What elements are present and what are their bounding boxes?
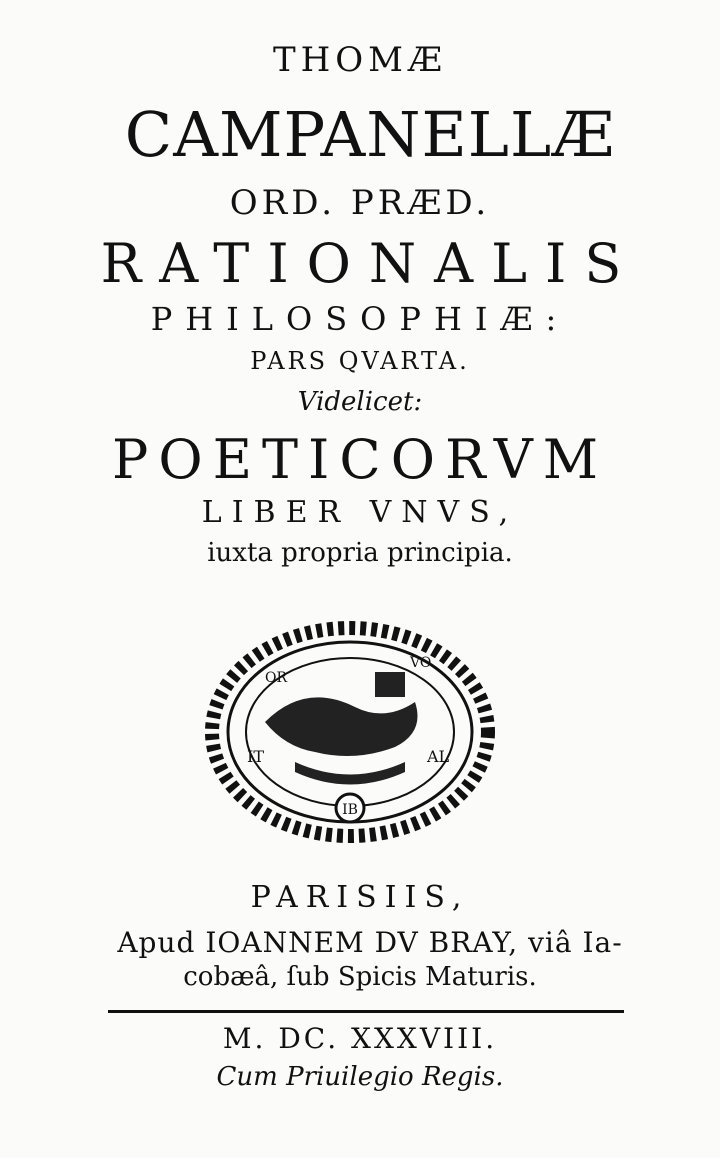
emblem-motto-top-right: VO xyxy=(410,655,432,671)
subtitle-line-2: LIBER VNVS, xyxy=(201,495,519,530)
emblem-motto-right: AL xyxy=(427,747,450,766)
horizontal-rule xyxy=(108,1010,624,1013)
title-line-1: RATIONALIS xyxy=(100,232,640,295)
imprint-place: PARISIIS, xyxy=(250,880,470,915)
printers-device-emblem xyxy=(205,612,495,852)
subtitle-line-3: iuxta propria principia. xyxy=(207,538,513,568)
emblem-motto-top-left: OR xyxy=(265,670,288,686)
part-line: PARS QVARTA. xyxy=(250,347,470,375)
imprint-publisher-line-1: Apud IOANNEM DV BRAY, viâ Ia- xyxy=(117,926,623,959)
videlicet-line: Videlicet: xyxy=(297,387,423,417)
subtitle-line-1: POETICORVM xyxy=(112,428,608,491)
emblem-initials: IB xyxy=(342,802,358,818)
emblem-motto-left: IT xyxy=(247,747,264,766)
title-line-2: PHILOSOPHIÆ: xyxy=(150,300,570,338)
author-last-name: CAMPANELLÆ xyxy=(124,98,616,171)
imprint-publisher-line-2: cobæâ, ſub Spicis Maturis. xyxy=(183,962,537,992)
author-first-name: THOMÆ xyxy=(272,40,448,80)
author-order: ORD. PRÆD. xyxy=(229,183,491,223)
privilege-line: Cum Priuilegio Regis. xyxy=(216,1062,504,1092)
imprint-year: M. DC. XXXVIII. xyxy=(222,1022,498,1055)
